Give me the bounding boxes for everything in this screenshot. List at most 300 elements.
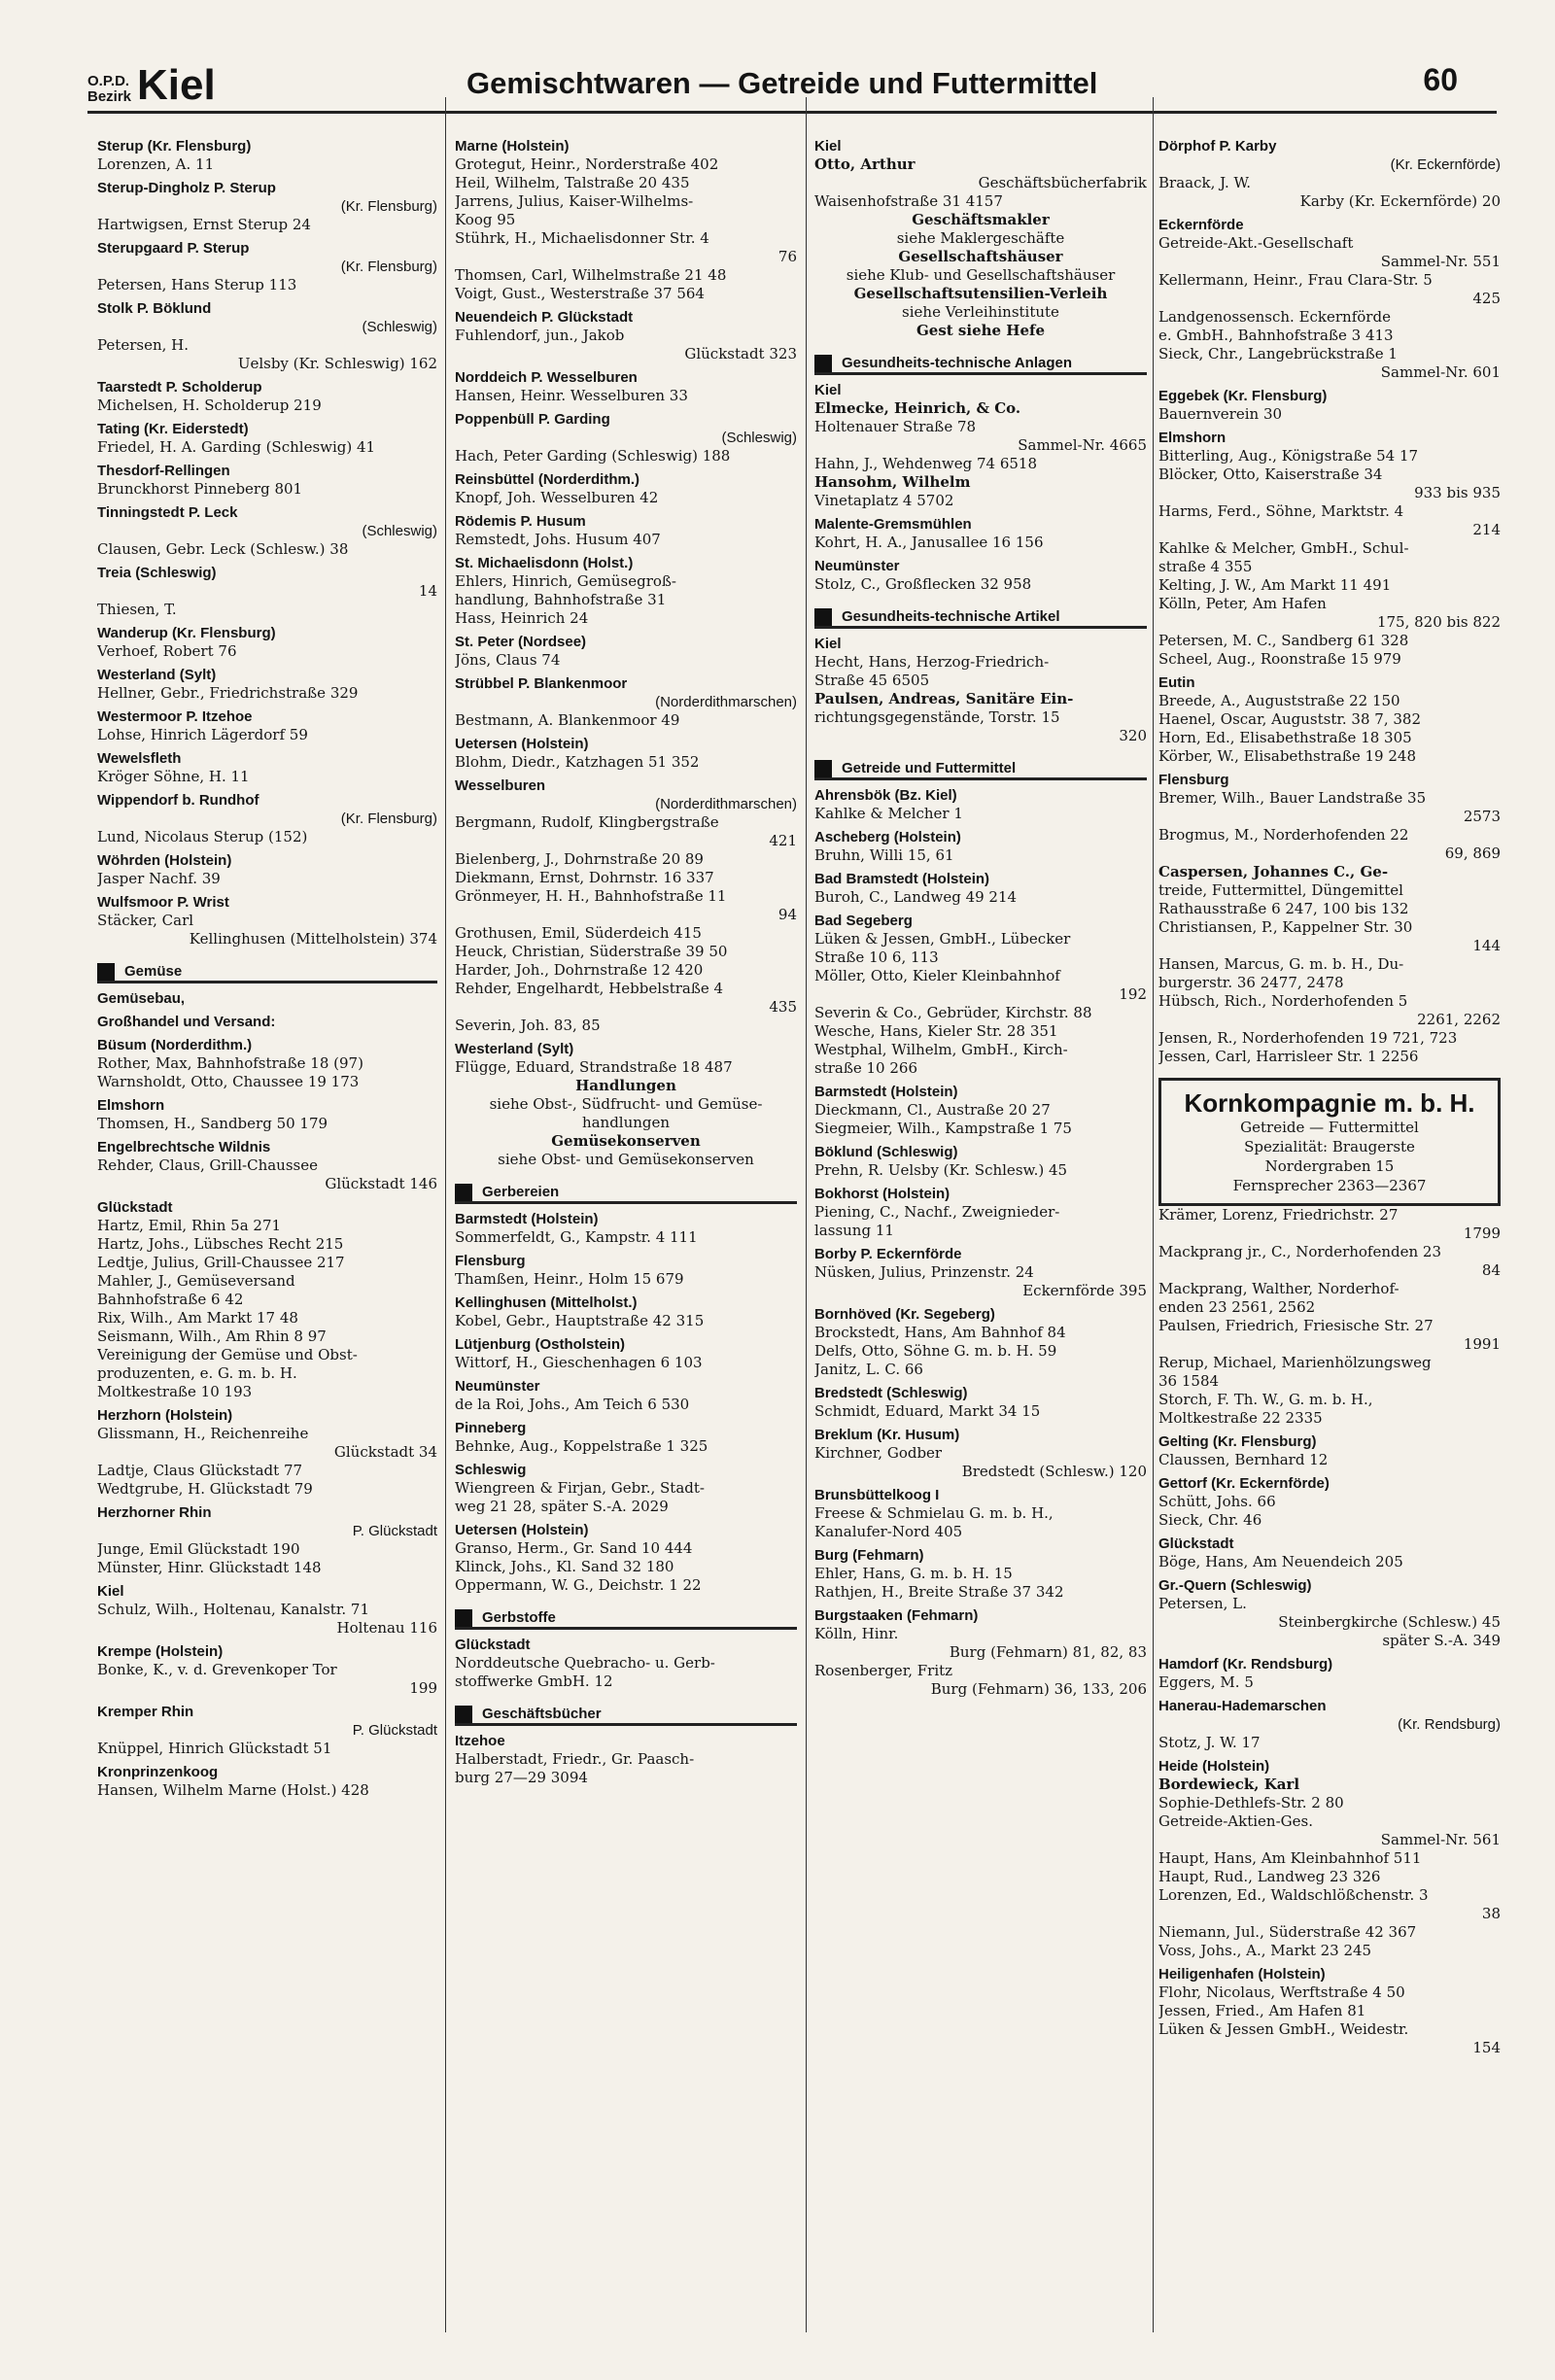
directory-entry: Granso, Herm., Gr. Sand 10 444 [455,1539,693,1558]
directory-entry: Krämer, Lorenz, Friedrichstr. 27 [1158,1206,1399,1224]
place-heading: Stolk P. Böklund [97,300,212,317]
directory-entry: Hübsch, Rich., Norderhofenden 5 [1158,992,1408,1010]
place-heading: Strübbel P. Blankenmoor [455,675,628,692]
directory-entry-cont: 38 [1481,1905,1501,1922]
place-heading-cont: P. Glückstadt [352,1722,437,1740]
directory-entry: Kellermann, Heinr., Frau Clara-Str. 5 [1158,271,1433,289]
directory-entry: Bestmann, A. Blankenmoor 49 [455,711,680,729]
directory-entry: Jasper Nachf. 39 [97,870,221,887]
column-4 [1158,132,1501,2348]
directory-entry: Jessen, Fried., Am Hafen 81 [1158,2002,1366,2019]
directory-entry: Knopf, Joh. Wesselburen 42 [455,489,659,506]
directory-entry: Körber, W., Elisabethstraße 19 248 [1158,747,1416,765]
directory-entry: Bahnhofstraße 6 42 [97,1291,244,1309]
place-heading: Herzhorner Rhin [97,1504,212,1522]
directory-entry: Jöns, Claus 74 [455,651,561,669]
directory-entry: Stäcker, Carl [97,912,194,929]
directory-entry: Christiansen, P., Kappelner Str. 30 [1158,918,1413,936]
place-heading: Bad Bramstedt (Holstein) [814,871,990,888]
place-heading: Wöhrden (Holstein) [97,852,232,869]
cross-reference: Gest siehe Hefe [916,322,1046,339]
directory-entry: Böge, Hans, Am Neuendeich 205 [1158,1553,1403,1570]
directory-entry-cont: 1799 [1463,1224,1501,1242]
directory-entry: richtungsgegenstände, Torstr. 15 [814,708,1060,727]
directory-entry: Bauernverein 30 [1158,405,1283,423]
directory-entry-cont: 94 [778,906,797,923]
place-heading: Kiel [814,636,842,653]
directory-entry: Lüken & Jessen GmbH., Weidestr. [1158,2020,1409,2038]
place-heading: Hamdorf (Kr. Rendsburg) [1158,1656,1333,1673]
directory-entry: Heil, Wilhelm, Talstraße 20 435 [455,174,690,191]
directory-entry-cont: 175, 820 bis 822 [1376,613,1501,631]
directory-entry: Getreide-Aktien-Ges. [1158,1812,1313,1830]
place-heading: Flensburg [1158,772,1229,788]
directory-entry: Hecht, Hans, Herzog-Friedrich- [814,653,1050,672]
directory-entry-cont: 1991 [1463,1335,1501,1353]
cross-reference: siehe Klub- und Gesellschaftshäuser [846,266,1116,284]
directory-entry-cont: Burg (Fehmarn) 36, 133, 206 [930,1680,1147,1699]
advertisement-line: Fernsprecher 2363—2367 [1232,1177,1427,1194]
directory-entry-cont: Kellinghusen (Mittelholstein) 374 [189,930,437,948]
directory-entry: Dieckmann, Cl., Austraße 20 27 [814,1101,1051,1120]
directory-entry: Warnsholdt, Otto, Chaussee 19 173 [97,1073,360,1091]
directory-entry: Kröger Söhne, H. 11 [97,768,250,785]
directory-entry: Nüsken, Julius, Prinzenstr. 24 [814,1263,1034,1282]
directory-entry-cont: Glückstadt 323 [684,345,797,362]
directory-entry-cont: 69, 869 [1444,845,1501,862]
directory-entry-cont: Glückstadt 146 [325,1175,437,1193]
place-heading: Bredstedt (Schleswig) [814,1385,968,1402]
place-heading: Sterupgaard P. Sterup [97,240,250,257]
cross-reference: handlungen [581,1114,671,1131]
cross-reference: Handlungen [575,1077,676,1094]
directory-entry: Braack, J. W. [1158,174,1252,191]
place-heading: Poppenbüll P. Garding [455,411,610,428]
directory-entry-cont: 933 bis 935 [1414,484,1501,501]
directory-entry: Severin, Joh. 83, 85 [455,1017,601,1034]
directory-entry: Halberstadt, Friedr., Gr. Paasch- [455,1750,695,1769]
directory-entry: Seismann, Wilh., Am Rhin 8 97 [97,1328,327,1346]
category-heading-text: Getreide und Futtermittel [842,760,1017,777]
place-heading-cont: P. Glückstadt [352,1523,437,1540]
directory-entry: Kanalufer-Nord 405 [814,1523,963,1541]
place-heading: Kiel [97,1583,124,1601]
place-heading-cont: (Kr. Flensburg) [340,198,437,215]
directory-entry: Harms, Ferd., Söhne, Marktstr. 4 [1158,502,1404,520]
place-heading: Wanderup (Kr. Flensburg) [97,625,276,641]
place-heading: Westerland (Sylt) [455,1041,574,1057]
category-heading-text: Gerbereien [482,1184,560,1200]
place-heading: Glückstadt [97,1199,173,1217]
directory-entry: Bergmann, Rudolf, Klingbergstraße [455,813,719,831]
place-heading: Neuendeich P. Glückstadt [455,309,634,326]
directory-entry: Jarrens, Julius, Kaiser-Wilhelms- [455,192,694,210]
directory-entry: handlung, Bahnhofstraße 31 [455,591,667,608]
directory-entry: Lorenzen, Ed., Waldschlößchenstr. 3 [1158,1886,1429,1904]
page-header [87,60,1497,114]
place-heading: Böklund (Schleswig) [814,1144,958,1161]
directory-entry: Scheel, Aug., Roonstraße 15 979 [1158,650,1401,668]
place-heading: St. Peter (Nordsee) [455,634,587,650]
directory-entry: Michelsen, H. Scholderup 219 [97,397,322,414]
directory-entry: Landgenossensch. Eckernförde [1158,308,1391,326]
place-heading-cont: (Kr. Eckernförde) [1390,156,1501,173]
place-heading: Heide (Holstein) [1158,1758,1270,1775]
directory-entry: Lüken & Jessen, GmbH., Lübecker [814,930,1071,949]
directory-entry: Petersen, M. C., Sandberg 61 328 [1158,632,1409,649]
directory-entry: enden 23 2561, 2562 [1158,1298,1316,1316]
directory-entry: Mackprang, Walther, Norderhof- [1158,1280,1400,1297]
directory-entry: Siegmeier, Wilh., Kampstraße 1 75 [814,1120,1072,1138]
directory-entry-cont: Eckernförde 395 [1022,1282,1147,1300]
directory-entry: Flohr, Nicolaus, Werftstraße 4 50 [1158,1983,1405,2001]
directory-entry: straße 10 266 [814,1059,917,1078]
directory-entry: Glissmann, H., Reichenreihe [97,1425,309,1443]
directory-entry: Wittorf, H., Gieschenhagen 6 103 [455,1354,703,1372]
category-heading-text: Gemüse [124,963,183,980]
category-square-icon [814,760,832,777]
directory-entry: Hansohm, Wilhelm [814,473,971,492]
place-heading: Kiel [814,382,842,399]
directory-entry: Thomsen, H., Sandberg 50 179 [97,1115,328,1133]
place-heading: Marne (Holstein) [455,138,570,155]
directory-entry: Vinetaplatz 4 5702 [814,492,954,510]
category-heading [814,607,1147,629]
place-heading: Krempe (Holstein) [97,1643,224,1661]
directory-entry: Rehder, Engelhardt, Hebbelstraße 4 [455,980,724,997]
directory-entry-cont: 425 [1472,290,1501,307]
directory-entry: Mackprang jr., C., Norderhofenden 23 [1158,1243,1442,1260]
place-heading: Borby P. Eckernförde [814,1246,962,1263]
place-heading: Flensburg [455,1253,526,1270]
category-square-icon [814,608,832,626]
directory-entry-cont: 421 [769,832,797,849]
directory-entry: Sieck, Chr. 46 [1158,1511,1262,1529]
directory-entry: Harder, Joh., Dohrnstraße 12 420 [455,961,704,979]
directory-entry: Paulsen, Friedrich, Friesische Str. 27 [1158,1317,1434,1334]
category-square-icon [97,963,115,981]
place-heading: St. Michaelisdonn (Holst.) [455,555,634,571]
place-heading: Wesselburen [455,777,546,794]
place-heading: Neumünster [814,558,900,575]
directory-entry: Lorenzen, A. 11 [97,155,215,173]
directory-entry: Thiesen, T. [97,601,177,618]
bezirk-label: Bezirk [87,88,132,105]
directory-entry: Lohse, Hinrich Lägerdorf 59 [97,726,308,743]
advertisement-title: Kornkompagnie m. b. H. [1184,1088,1475,1118]
directory-entry: Ledtje, Julius, Grill-Chaussee 217 [97,1254,345,1272]
page-number: 60 [1423,62,1458,97]
category-square-icon [455,1706,472,1723]
directory-entry: Caspersen, Johannes C., Ge- [1158,863,1389,880]
place-heading-cont: (Schleswig) [362,319,437,335]
directory-entry: Norddeutsche Quebracho- u. Gerb- [455,1654,715,1673]
directory-entry: Kobel, Gebr., Hauptstraße 42 315 [455,1312,705,1330]
directory-entry: Diekmann, Ernst, Dohrnstr. 16 337 [455,869,714,886]
category-heading [97,962,437,983]
directory-entry: treide, Futtermittel, Düngemittel [1158,881,1403,899]
directory-entry: Vereinigung der Gemüse und Obst- [97,1346,358,1364]
directory-entry-cont: Sammel-Nr. 601 [1380,363,1501,381]
directory-entry: Knüppel, Hinrich Glückstadt 51 [97,1740,332,1758]
cross-reference: siehe Verleihinstitute [902,303,1059,321]
directory-entry: Westphal, Wilhelm, GmbH., Kirch- [814,1041,1068,1059]
place-heading: Rödemis P. Husum [455,513,586,530]
directory-entry: lassung 11 [814,1222,894,1240]
advertisement-line: Spezialität: Braugerste [1244,1138,1415,1156]
directory-entry: Bordewieck, Karl [1158,1776,1300,1793]
directory-entry: Janitz, L. C. 66 [814,1361,923,1379]
directory-entry: Möller, Otto, Kieler Kleinbahnhof [814,967,1060,985]
directory-entry: Rathjen, H., Breite Straße 37 342 [814,1583,1064,1602]
place-heading: Barmstedt (Holstein) [814,1084,958,1101]
cross-reference: Gesellschaftsutensilien-Verleih [853,285,1108,302]
directory-entry-cont: 76 [778,248,797,265]
directory-entry: Koog 95 [455,211,516,228]
cross-reference: siehe Obst- und Gemüsekonserven [498,1151,754,1168]
directory-entry: Paulsen, Andreas, Sanitäre Ein- [814,690,1074,708]
directory-entry: Schütt, Johs. 66 [1158,1493,1276,1510]
category-heading [814,354,1147,375]
place-heading: Ascheberg (Holstein) [814,829,961,846]
directory-entry: Elmecke, Heinrich, & Co. [814,399,1021,418]
directory-entry: Kölln, Peter, Am Hafen [1158,595,1327,612]
place-heading: Burg (Fehmarn) [814,1547,924,1565]
directory-entry: Ehler, Hans, G. m. b. H. 15 [814,1565,1013,1583]
directory-entry: Petersen, L. [1158,1595,1247,1612]
directory-entry: Claussen, Bernhard 12 [1158,1451,1329,1468]
place-heading: Treia (Schleswig) [97,565,217,581]
place-heading: Tating (Kr. Eiderstedt) [97,421,249,437]
place-heading: Hanerau-Hademarschen [1158,1698,1327,1714]
place-heading: Sterup (Kr. Flensburg) [97,138,252,155]
directory-entry: Bruhn, Willi 15, 61 [814,846,954,865]
directory-entry: Thamßen, Heinr., Holm 15 679 [455,1270,684,1289]
directory-entry-cont: Glückstadt 34 [333,1443,437,1462]
column-3 [814,132,1147,2348]
place-heading: Gemüsebau, [97,990,186,1008]
place-heading: Wippendorf b. Rundhof [97,792,259,809]
directory-entry: Oppermann, W. G., Deichstr. 1 22 [455,1576,702,1595]
place-heading: Herzhorn (Holstein) [97,1407,233,1425]
directory-entry: stoffwerke GmbH. 12 [455,1673,613,1691]
directory-entry-cont: später S.-A. 349 [1382,1632,1501,1649]
directory-entry: Delfs, Otto, Söhne G. m. b. H. 59 [814,1342,1057,1361]
place-heading: Norddeich P. Wesselburen [455,369,638,386]
directory-entry: Kohrt, H. A., Janusallee 16 156 [814,534,1044,552]
directory-entry: Flügge, Eduard, Strandstraße 18 487 [455,1058,733,1076]
directory-entry: Storch, F. Th. W., G. m. b. H., [1158,1391,1373,1408]
directory-entry: Brunckhorst Pinneberg 801 [97,480,303,498]
directory-entry: Blöcker, Otto, Kaiserstraße 34 [1158,466,1383,483]
directory-entry: Moltkestraße 22 2335 [1158,1409,1323,1427]
directory-entry: Stolz, C., Großflecken 32 958 [814,575,1032,594]
place-heading: Gettorf (Kr. Eckernförde) [1158,1475,1330,1492]
directory-entry: Breede, A., Auguststraße 22 150 [1158,692,1400,709]
category-square-icon [814,355,832,372]
directory-entry-cont: Burg (Fehmarn) 81, 82, 83 [949,1643,1147,1662]
place-heading: Engelbrechtsche Wildnis [97,1139,271,1156]
place-heading: Büsum (Norderdithm.) [97,1037,253,1054]
directory-entry-cont: Uelsby (Kr. Schleswig) 162 [237,355,437,372]
place-heading: Kronprinzenkoog [97,1764,219,1781]
directory-entry: Voss, Johs., A., Markt 23 245 [1158,1942,1372,1959]
directory-entry: Waisenhofstraße 31 4157 [814,192,1003,210]
directory-entry: Kölln, Hinr. [814,1625,899,1643]
directory-entry: Sommerfeldt, G., Kampstr. 4 111 [455,1228,698,1247]
directory-entry: Straße 10 6, 113 [814,949,939,967]
directory-entry: Rehder, Claus, Grill-Chaussee [97,1156,318,1175]
directory-entry-cont: 2573 [1463,808,1501,825]
column-2 [455,132,797,2348]
place-heading: Wewelsfleth [97,750,182,767]
directory-entry: Schulz, Wilh., Holtenau, Kanalstr. 71 [97,1601,369,1619]
directory-entry: e. GmbH., Bahnhofstraße 3 413 [1158,327,1394,344]
advertisement-line: Getreide — Futtermittel [1240,1119,1419,1136]
directory-entry: Haenel, Oscar, Auguststr. 38 7, 382 [1158,710,1421,728]
directory-entry: Holtenauer Straße 78 [814,418,977,436]
district-label [87,61,216,109]
place-heading: Burgstaaken (Fehmarn) [814,1607,979,1625]
directory-entry: Severin & Co., Gebrüder, Kirchstr. 88 [814,1004,1092,1022]
place-heading: Heiligenhafen (Holstein) [1158,1966,1326,1983]
directory-entry: Münster, Hinr. Glückstadt 148 [97,1559,322,1577]
directory-entry-cont: 154 [1472,2039,1501,2056]
directory-entry: Mahler, J., Gemüseversand [97,1272,295,1291]
directory-entry-cont: 144 [1472,937,1501,954]
directory-entry: Hartz, Emil, Rhin 5a 271 [97,1217,282,1235]
category-square-icon [455,1609,472,1627]
directory-entry-cont: Steinbergkirche (Schlesw.) 45 [1278,1613,1501,1631]
category-square-icon [455,1184,472,1201]
directory-entry: Behnke, Aug., Koppelstraße 1 325 [455,1437,708,1456]
directory-entry-cont: Sammel-Nr. 4665 [1018,436,1147,455]
directory-entry: Ehlers, Hinrich, Gemüsegroß- [455,572,677,590]
place-heading: Breklum (Kr. Husum) [814,1427,960,1444]
place-heading-cont: (Kr. Flensburg) [340,259,437,275]
directory-entry: Heuck, Christian, Süderstraße 39 50 [455,943,728,960]
directory-entry-cont: 192 [1119,985,1147,1004]
directory-entry: Lund, Nicolaus Sterup (152) [97,828,308,845]
place-heading: Gelting (Kr. Flensburg) [1158,1433,1317,1450]
directory-entry: Bremer, Wilh., Bauer Landstraße 35 [1158,789,1427,807]
directory-entry: weg 21 28, später S.-A. 2029 [455,1498,669,1516]
directory-entry: Stührk, H., Michaelisdonner Str. 4 [455,229,709,247]
place-heading: Ahrensbök (Bz. Kiel) [814,787,957,805]
place-heading: Eckernförde [1158,217,1244,233]
place-heading: Bornhöved (Kr. Segeberg) [814,1306,995,1324]
place-heading: Wulfsmoor P. Wrist [97,894,229,911]
directory-entry: Hartz, Johs., Lübsches Recht 215 [97,1235,344,1254]
directory-entry: Haupt, Rud., Landweg 23 326 [1158,1868,1381,1885]
city-title: Kiel [137,61,216,109]
directory-entry: Grothusen, Emil, Süderdeich 415 [455,924,702,942]
place-heading: Reinsbüttel (Norderdithm.) [455,471,639,488]
directory-entry: Otto, Arthur [814,155,916,173]
place-heading: Pinneberg [455,1420,527,1437]
directory-entry: Wiengreen & Firjan, Gebr., Stadt- [455,1479,705,1498]
cross-reference: Gemüsekonserven [551,1132,701,1150]
column-divider [445,97,446,2332]
place-heading-cont: (Kr. Flensburg) [340,811,437,827]
directory-entry: Friedel, H. A. Garding (Schleswig) 41 [97,438,376,456]
directory-entry: Rother, Max, Bahnhofstraße 18 (97) [97,1054,363,1073]
directory-entry: Wedtgrube, H. Glückstadt 79 [97,1480,313,1499]
directory-entry: 36 1584 [1158,1372,1220,1390]
category-heading-text: Gesundheits-technische Anlagen [842,355,1072,371]
directory-entry-cont: Holtenau 116 [336,1619,437,1638]
place-heading-cont: (Norderdithmarschen) [655,694,797,710]
directory-entry-cont: 320 [1119,727,1147,745]
directory-entry: de la Roi, Johs., Am Teich 6 530 [455,1396,690,1414]
place-heading: Bad Segeberg [814,913,913,930]
directory-entry: burg 27—29 3094 [455,1769,588,1787]
column-divider [1153,97,1154,2332]
directory-entry: Piening, C., Nachf., Zweignieder- [814,1203,1060,1222]
directory-entry: Buroh, C., Landweg 49 214 [814,888,1018,907]
directory-entry: Jensen, R., Norderhofenden 19 721, 723 [1158,1029,1458,1047]
place-heading: Uetersen (Holstein) [455,1522,589,1539]
directory-entry: Rathausstraße 6 247, 100 bis 132 [1158,900,1409,917]
directory-entry: Junge, Emil Glückstadt 190 [97,1540,300,1559]
place-heading: Westermoor P. Itzehoe [97,708,253,725]
directory-entry: Ladtje, Claus Glückstadt 77 [97,1462,303,1480]
directory-entry: Bielenberg, J., Dohrnstraße 20 89 [455,850,704,868]
directory-entry: Stotz, J. W. 17 [1158,1734,1261,1751]
directory-entry: Jessen, Carl, Harrisleer Str. 1 2256 [1158,1048,1419,1065]
place-heading: Gr.-Quern (Schleswig) [1158,1577,1312,1594]
place-heading: Taarstedt P. Scholderup [97,379,262,396]
directory-entry: Moltkestraße 10 193 [97,1383,253,1401]
directory-entry-cont: 214 [1472,521,1501,538]
place-heading: Brunsbüttelkoog I [814,1487,940,1504]
directory-entry: straße 4 355 [1158,558,1253,575]
directory-entry: Bitterling, Aug., Königstraße 54 17 [1158,447,1419,465]
directory-entry: produzenten, e. G. m. b. H. [97,1364,297,1383]
place-heading: Elmshorn [1158,430,1227,446]
directory-entry: Rosenberger, Fritz [814,1662,953,1680]
directory-entry: Hansen, Heinr. Wesselburen 33 [455,387,688,404]
directory-entry: Hansen, Wilhelm Marne (Holst.) 428 [97,1781,369,1800]
place-heading-cont: (Schleswig) [362,523,437,539]
category-heading-text: Geschäftsbücher [482,1706,602,1723]
directory-entry: Kahlke & Melcher, GmbH., Schul- [1158,539,1409,557]
directory-entry: Schmidt, Eduard, Markt 34 15 [814,1402,1041,1421]
place-heading-cont: (Norderdithmarschen) [655,796,797,812]
directory-entry: Kirchner, Godber [814,1444,943,1463]
directory-entry: Getreide-Akt.-Gesellschaft [1158,234,1354,252]
place-heading: Kellinghusen (Mittelholst.) [455,1294,638,1312]
place-heading: Dörphof P. Karby [1158,138,1277,155]
directory-entry: Kahlke & Melcher 1 [814,805,963,823]
category-heading [455,1608,797,1630]
place-heading: Eutin [1158,674,1195,691]
directory-entry: Sieck, Chr., Langebrückstraße 1 [1158,345,1398,362]
place-heading: Großhandel und Versand: [97,1014,276,1031]
directory-entry: Prehn, R. Uelsby (Kr. Schlesw.) 45 [814,1161,1068,1180]
place-heading: Itzehoe [455,1733,505,1750]
directory-entry: Niemann, Jul., Süderstraße 42 367 [1158,1923,1417,1941]
place-heading: Glückstadt [455,1637,531,1654]
directory-entry: Klinck, Johs., Kl. Sand 32 180 [455,1558,674,1576]
directory-entry-cont: 84 [1481,1261,1501,1279]
place-heading: Uetersen (Holstein) [455,736,589,752]
place-heading-cont: (Kr. Rendsburg) [1398,1716,1501,1733]
directory-entry: Voigt, Gust., Westerstraße 37 564 [455,285,705,302]
directory-entry: Kelting, J. W., Am Markt 11 491 [1158,576,1392,594]
place-heading: Sterup-Dingholz P. Sterup [97,180,276,196]
page-title: Gemischtwaren — Getreide und Futtermittel [466,66,1098,100]
